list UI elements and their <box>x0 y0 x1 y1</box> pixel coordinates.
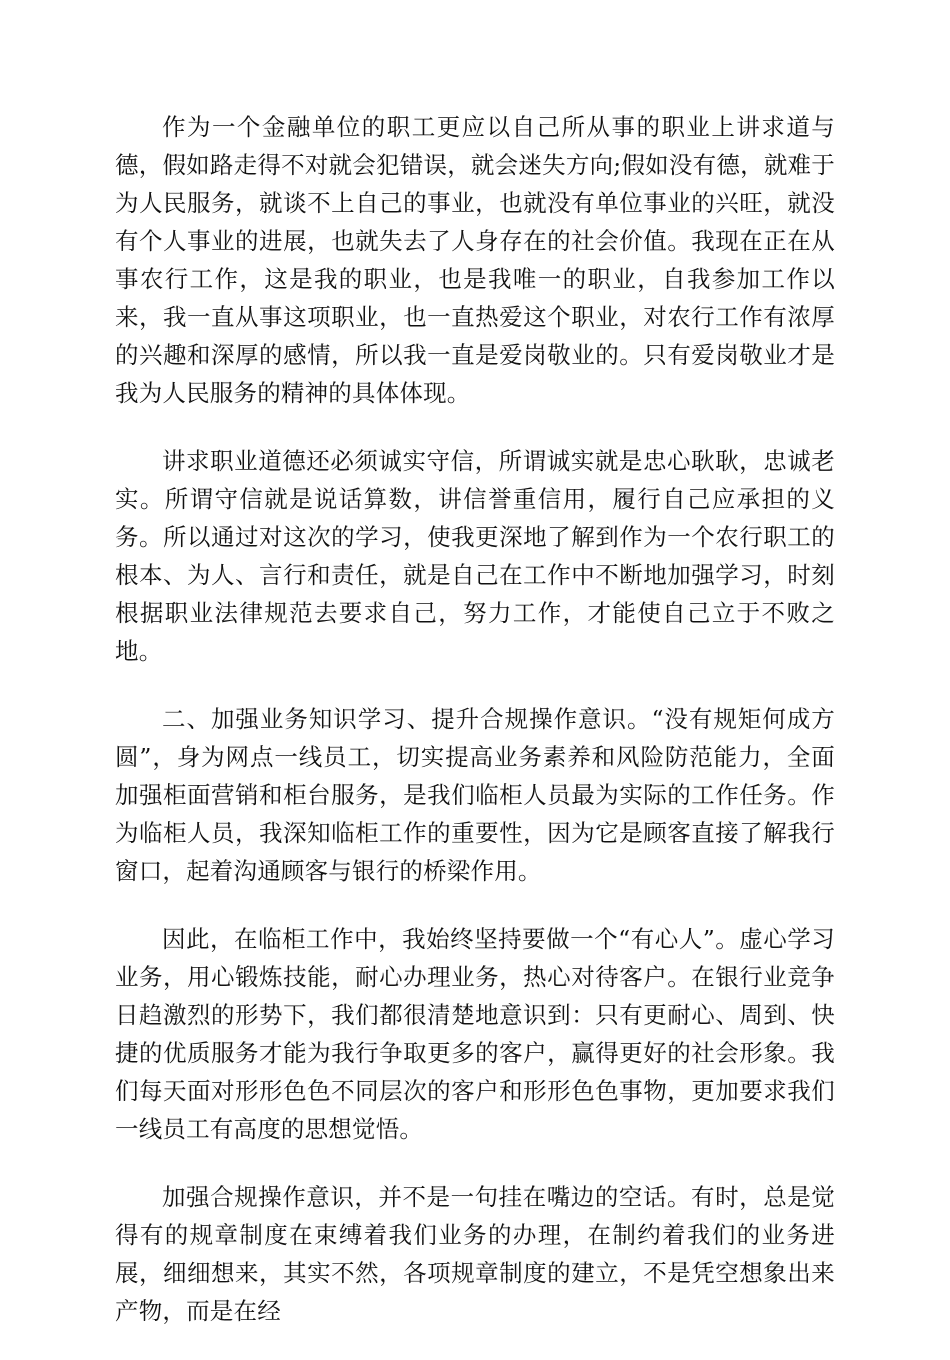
document-body <box>115 108 835 1360</box>
paragraph-2: 讲求职业道德还必须诚实守信，所谓诚实就是忠心耿耿，忠诚老实。所谓守信就是说话算数，讲信誉重信用，履行自己应承担的义务。所以通过对这次的学习，使我更深地了解到作为一个农行职工的根本、为人、言行和责任，就是自己在工作中不断地加强学习，时刻根据职业法律规范去要求自己，努力工作，才能使自己立于不败之地。 <box>115 447 835 665</box>
paragraph-4: 因此，在临柜工作中，我始终坚持要做一个“有心人”。虚心学习业务，用心锻炼技能，耐心办理业务，热心对待客户。在银行业竞争日趋激烈的形势下，我们都很清楚地意识到：只有更耐心、周到、快捷的优质服务才能为我行争取更多的客户，赢得更好的社会形象。我们每天面对形形色色不同层次的客户和形形色色事物，更加要求我们一线员工有高度的思想觉悟。 <box>115 925 835 1143</box>
paragraph-5: 加强合规操作意识，并不是一句挂在嘴边的空话。有时，总是觉得有的规章制度在束缚着我们业务的办理，在制约着我们的业务进展，细细想来，其实不然，各项规章制度的建立，不是凭空想象出来产物，而是在经 <box>115 1183 835 1325</box>
paragraph-3: 二、加强业务知识学习、提升合规操作意识。“没有规矩何成方圆”，身为网点一线员工，切实提高业务素养和风险防范能力，全面加强柜面营销和柜台服务，是我们临柜人员最为实际的工作任务。作为临柜人员，我深知临柜工作的重要性，因为它是顾客直接了解我行窗口，起着沟通顾客与银行的桥梁作用。 <box>115 705 835 885</box>
paragraph-1: 作为一个金融单位的职工更应以自己所从事的职业上讲求道与德，假如路走得不对就会犯错误，就会迷失方向;假如没有德，就难于为人民服务，就谈不上自己的事业，也就没有单位事业的兴旺，就没有个人事业的进展，也就失去了人身存在的社会价值。我现在正在从事农行工作，这是我的职业，也是我唯一的职业，自我参加工作以来，我一直从事这项职业，也一直热爱这个职业，对农行工作有浓厚的兴趣和深厚的感情，所以我一直是爱岗敬业的。只有爱岗敬业才是我为人民服务的精神的具体体现。 <box>115 113 835 407</box>
